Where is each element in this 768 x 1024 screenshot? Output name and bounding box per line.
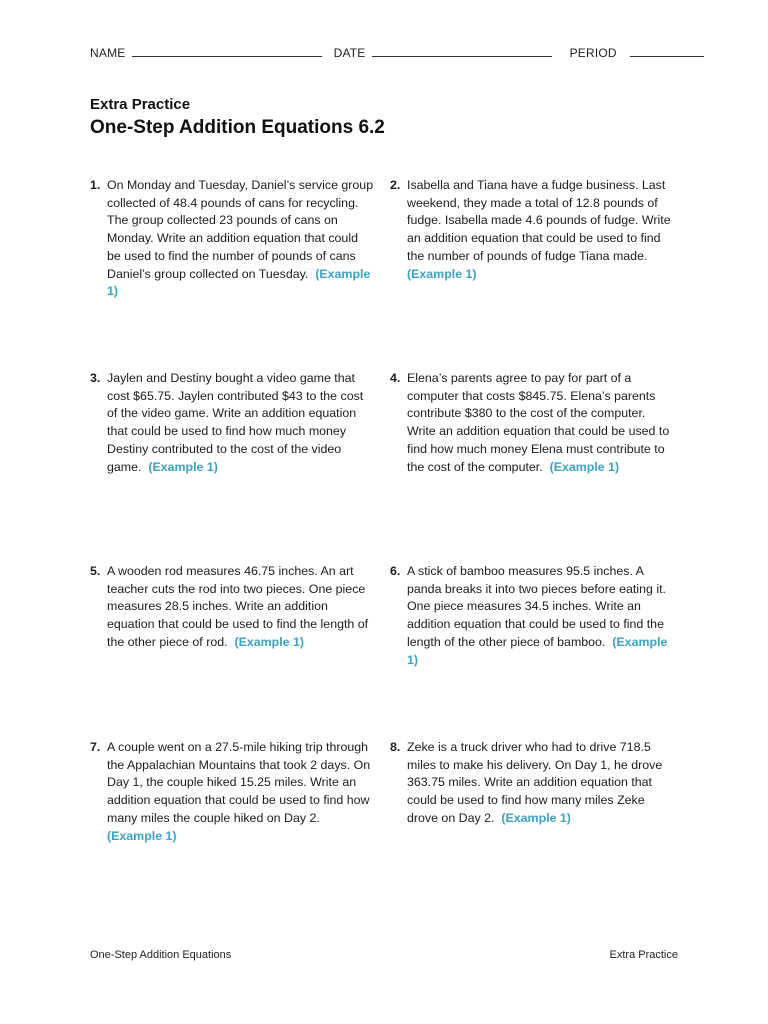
- problem-number: 4.: [390, 371, 401, 385]
- problem-text: Elena’s parents agree to pay for part of a computer that costs $845.75. Elena’s parents contribute $380 to the cost of the computer. Write an addition equation that could be used to find how much money Elena must contribute to the cost of the computer. (Example 1): [407, 371, 670, 474]
- problem-text: A stick of bamboo measures 95.5 inches. A panda breaks it into two pieces before eating it. One piece measures 34.5 inches. Write an addition equation that could be used to find the length of the other piece of bamboo. (Example 1): [407, 564, 668, 667]
- problem-text: Zeke is a truck driver who had to drive 718.5 miles to make his delivery. On Day 1, he drove 363.75 miles. Write an addition equation that could be used to find how many miles Zeke drove on Day 2. (Example 1): [407, 740, 663, 825]
- problem-number: 7.: [90, 740, 101, 754]
- problem-7: [90, 739, 375, 845]
- example-reference: (Example 1): [549, 459, 620, 474]
- problem-number: 5.: [90, 564, 101, 578]
- period-label: PERIOD: [569, 46, 617, 60]
- footer-left: One-Step Addition Equations: [90, 949, 232, 961]
- problem-5: [90, 563, 375, 652]
- date-label: DATE: [333, 46, 366, 60]
- example-reference: (Example 1): [148, 459, 218, 474]
- problem-number: 6.: [390, 564, 401, 578]
- student-info-header: [90, 46, 690, 60]
- example-reference: (Example 1): [234, 634, 304, 649]
- example-reference: (Example 1): [107, 828, 177, 843]
- title-block: [90, 96, 385, 139]
- example-reference: (Example 1): [407, 634, 668, 667]
- problem-text: Jaylen and Destiny bought a video game that cost $65.75. Jaylen contributed $43 to the cost of the video game. Write an addition equation that could be used to find how much money Destiny contributed to the cost of the video game. (Example 1): [107, 371, 364, 474]
- problem-text: A couple went on a 27.5-mile hiking trip through the Appalachian Mountains that took 2 days. On Day 1, the couple hiked 15.25 miles. Write an addition equation that could be used to find how many miles the couple hiked on Day 2. (Example 1): [107, 740, 371, 843]
- problem-1: [90, 177, 375, 301]
- problem-text: Isabella and Tiana have a fudge business. Last weekend, they made a total of 12.8 pounds of fudge. Isabella made 4.6 pounds of fudge. Write an addition equation that could be used to find the number of pounds of fudge Tiana made. (Example 1): [407, 178, 671, 281]
- date-blank[interactable]: [372, 46, 552, 57]
- example-reference: (Example 1): [107, 266, 371, 299]
- period-blank[interactable]: [630, 46, 704, 57]
- name-blank[interactable]: [132, 46, 322, 57]
- worksheet-title: One-Step Addition Equations 6.2: [90, 117, 385, 138]
- name-label: NAME: [90, 46, 126, 60]
- problem-text: A wooden rod measures 46.75 inches. An art teacher cuts the rod into two pieces. One piece measures 28.5 inches. Write an addition equation that could be used to find the length of the other piece of rod. (Example 1): [107, 564, 369, 649]
- problem-4: [390, 370, 675, 476]
- example-reference: (Example 1): [501, 810, 571, 825]
- problem-number: 2.: [390, 178, 401, 192]
- problem-number: 3.: [90, 371, 101, 385]
- footer-right: Extra Practice: [609, 949, 678, 961]
- problem-2: [390, 177, 675, 283]
- problem-6: [390, 563, 675, 669]
- problem-number: 8.: [390, 740, 401, 754]
- problem-8: [390, 739, 675, 828]
- problem-text: On Monday and Tuesday, Daniel’s service group collected of 48.4 pounds of cans for recycling. The group collected 23 pounds of cans on Monday. Write an addition equation that could be used to find the number of pounds of cans Daniel’s group collected on Tuesday. (Example 1): [107, 178, 374, 299]
- worksheet-subtitle: Extra Practice: [90, 96, 191, 113]
- problem-3: [90, 370, 375, 476]
- example-reference: (Example 1): [407, 266, 477, 281]
- problem-number: 1.: [90, 178, 101, 192]
